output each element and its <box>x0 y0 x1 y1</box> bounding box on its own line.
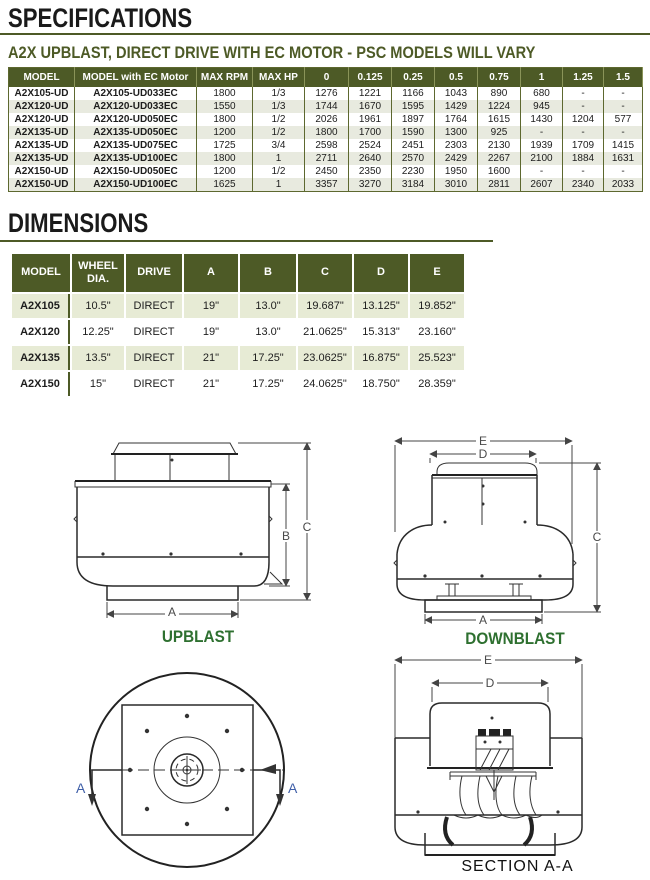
spec-cell: 1200 <box>197 126 253 139</box>
spec-cell: 2570 <box>392 152 435 165</box>
spec-cell: 1670 <box>349 100 392 113</box>
spec-cell: 1897 <box>392 113 435 126</box>
spec-cell: - <box>604 87 643 100</box>
dim-cell: 17.25" <box>240 346 296 370</box>
spec-cell: - <box>563 87 604 100</box>
dim-cell: 13.125" <box>354 294 408 318</box>
dim-header-cell: MODEL <box>12 254 70 292</box>
table-row <box>12 294 464 318</box>
spec-cell: 577 <box>604 113 643 126</box>
spec-cell: 2598 <box>305 139 349 152</box>
title-divider <box>0 33 650 35</box>
spec-cell: 2711 <box>305 152 349 165</box>
spec-cell: 1700 <box>349 126 392 139</box>
spec-cell: 2340 <box>563 178 604 192</box>
section-aa-drawing <box>390 652 645 858</box>
spec-cell: 2303 <box>435 139 478 152</box>
spec-cell: A2X135-UD <box>9 139 75 152</box>
spec-cell: - <box>604 165 643 178</box>
dimensions-title: DIMENSIONS <box>8 208 149 238</box>
spec-cell: - <box>563 100 604 113</box>
spec-cell: 2607 <box>521 178 563 192</box>
table-row <box>12 372 464 396</box>
spec-header-cell: 0.5 <box>435 68 478 88</box>
spec-cell: 1961 <box>349 113 392 126</box>
spec-cell: 1800 <box>197 152 253 165</box>
spec-cell: 1615 <box>478 113 521 126</box>
upblast-caption: UPBLAST <box>161 627 235 646</box>
spec-cell: 1764 <box>435 113 478 126</box>
section-dim-e: E <box>483 653 493 667</box>
spec-cell: 925 <box>478 126 521 139</box>
spec-cell: 1800 <box>197 113 253 126</box>
spec-header-cell: 0.25 <box>392 68 435 88</box>
spec-cell: 1939 <box>521 139 563 152</box>
spec-cell: 1200 <box>197 165 253 178</box>
dim-header-cell: C <box>298 254 352 292</box>
spec-cell: 3357 <box>305 178 349 192</box>
spec-header-cell: 1.5 <box>604 68 643 88</box>
dim-cell: 19" <box>184 294 238 318</box>
spec-cell: 2451 <box>392 139 435 152</box>
spec-cell: A2X135-UD075EC <box>75 139 197 152</box>
spec-cell: - <box>521 126 563 139</box>
spec-cell: 680 <box>521 87 563 100</box>
downblast-dim-a: A <box>478 613 488 627</box>
dim-cell: 17.25" <box>252 378 284 390</box>
spec-cell: 1043 <box>435 87 478 100</box>
spec-cell: 3/4 <box>253 139 305 152</box>
dim-cell: 15" <box>89 378 107 390</box>
table-row <box>12 320 464 344</box>
spec-cell: 1430 <box>521 113 563 126</box>
dim-header-cell: WHEEL DIA. <box>72 254 124 292</box>
dim-cell: 19.852" <box>410 294 464 318</box>
spec-subtitle: A2X UPBLAST, DIRECT DRIVE WITH EC MOTOR - PSC MODELS WILL VARY <box>8 43 536 62</box>
upblast-dim-a: A <box>167 605 177 619</box>
spec-cell: A2X105-UD033EC <box>75 87 197 100</box>
spec-cell: 1600 <box>478 165 521 178</box>
specifications-table <box>8 67 643 192</box>
downblast-dim-c: C <box>592 530 602 544</box>
spec-cell: A2X120-UD050EC <box>75 113 197 126</box>
spec-cell: A2X135-UD <box>9 152 75 165</box>
spec-cell: 1 <box>253 152 305 165</box>
downblast-drawing <box>385 432 645 628</box>
spec-cell: 1/3 <box>253 100 305 113</box>
spec-cell: 1166 <box>392 87 435 100</box>
spec-cell: - <box>563 126 604 139</box>
spec-cell: A2X150-UD050EC <box>75 165 197 178</box>
table-row <box>9 152 643 165</box>
dim-cell: 23.0625" <box>298 346 352 370</box>
dim-cell: 13.0" <box>255 326 281 338</box>
section-dim-d: D <box>485 676 495 690</box>
spec-header-cell: 1.25 <box>563 68 604 88</box>
spec-cell: A2X135-UD100EC <box>75 152 197 165</box>
plan-section-label-right: A <box>288 780 298 796</box>
dim-cell: 13.5" <box>72 346 124 370</box>
dim-header-cell: A <box>184 254 238 292</box>
spec-cell: 1415 <box>604 139 643 152</box>
spec-cell: 1276 <box>305 87 349 100</box>
dim-cell: 10.5" <box>72 294 124 318</box>
spec-cell: 2524 <box>349 139 392 152</box>
spec-header-cell: 0.75 <box>478 68 521 88</box>
spec-cell: 1884 <box>563 152 604 165</box>
dim-header-cell: D <box>354 254 408 292</box>
table-row <box>9 178 643 192</box>
spec-cell: 1224 <box>478 100 521 113</box>
spec-cell: 1204 <box>563 113 604 126</box>
spec-cell: 2033 <box>604 178 643 192</box>
table-row <box>9 100 643 113</box>
plan-view-drawing <box>72 658 322 878</box>
dim-cell: DIRECT <box>126 294 182 318</box>
spec-cell: A2X135-UD050EC <box>75 126 197 139</box>
spec-cell: 2026 <box>305 113 349 126</box>
dim-cell: 19" <box>202 326 220 338</box>
spec-cell: 3270 <box>349 178 392 192</box>
spec-cell: A2X120-UD <box>9 100 75 113</box>
spec-cell: 1221 <box>349 87 392 100</box>
spec-cell: 2811 <box>478 178 521 192</box>
spec-cell: 1709 <box>563 139 604 152</box>
dim-cell: A2X120 <box>12 320 70 344</box>
spec-cell: - <box>563 165 604 178</box>
spec-cell: 2100 <box>521 152 563 165</box>
page-title: SPECIFICATIONS <box>8 3 193 33</box>
spec-header-cell: MAX RPM <box>197 68 253 88</box>
dim-cell: 21" <box>202 378 220 390</box>
spec-header-cell: 0 <box>305 68 349 88</box>
spec-header-cell: 0.125 <box>349 68 392 88</box>
table-row <box>9 139 643 152</box>
spec-cell: 1/2 <box>253 126 305 139</box>
section-aa-caption: SECTION A-A <box>461 858 574 875</box>
dim-cell: 25.523" <box>410 346 464 370</box>
dim-cell: 19.687" <box>298 294 352 318</box>
dim-header-cell: B <box>240 254 296 292</box>
spec-cell: 1/3 <box>253 87 305 100</box>
upblast-dim-b: B <box>281 529 291 543</box>
spec-cell: - <box>521 165 563 178</box>
spec-cell: 1725 <box>197 139 253 152</box>
dim-cell: 16.875" <box>354 346 408 370</box>
dim-cell: 21.0625" <box>303 326 347 338</box>
spec-cell: 1 <box>253 178 305 192</box>
spec-header-cell: MODEL <box>9 68 75 88</box>
dim-cell: 28.359" <box>418 378 456 390</box>
spec-header-cell: MODEL with EC Motor <box>75 68 197 88</box>
table-row <box>9 165 643 178</box>
spec-cell: 945 <box>521 100 563 113</box>
dim-header-cell: E <box>410 254 464 292</box>
spec-cell: 2350 <box>349 165 392 178</box>
dim-header-cell: DRIVE <box>126 254 182 292</box>
spec-cell: 1950 <box>435 165 478 178</box>
dim-cell: 21" <box>184 346 238 370</box>
dim-cell: 18.750" <box>362 378 400 390</box>
spec-header-cell: MAX HP <box>253 68 305 88</box>
spec-cell: 1800 <box>305 126 349 139</box>
spec-cell: 1/2 <box>253 165 305 178</box>
dim-cell: 13.0" <box>240 294 296 318</box>
spec-cell: 1550 <box>197 100 253 113</box>
spec-cell: - <box>604 100 643 113</box>
spec-cell: 1625 <box>197 178 253 192</box>
dim-cell: 23.160" <box>418 326 456 338</box>
spec-cell: 1595 <box>392 100 435 113</box>
upblast-drawing <box>58 434 338 626</box>
dim-cell: A2X105 <box>12 294 70 318</box>
spec-cell: A2X105-UD <box>9 87 75 100</box>
spec-cell: 1429 <box>435 100 478 113</box>
spec-cell: 1631 <box>604 152 643 165</box>
spec-cell: A2X150-UD <box>9 165 75 178</box>
spec-cell: 1744 <box>305 100 349 113</box>
dim-cell: A2X135 <box>12 346 70 370</box>
table-row <box>9 87 643 100</box>
spec-cell: - <box>604 126 643 139</box>
table-row <box>9 126 643 139</box>
spec-cell: 3184 <box>392 178 435 192</box>
dim-cell: DIRECT <box>133 326 175 338</box>
spec-cell: 2130 <box>478 139 521 152</box>
downblast-caption: DOWNBLAST <box>465 629 565 648</box>
spec-cell: 890 <box>478 87 521 100</box>
spec-cell: 3010 <box>435 178 478 192</box>
spec-cell: A2X150-UD <box>9 178 75 192</box>
dimensions-divider <box>0 240 493 242</box>
spec-cell: 1/2 <box>253 113 305 126</box>
spec-cell: A2X120-UD033EC <box>75 100 197 113</box>
spec-cell: 2640 <box>349 152 392 165</box>
spec-cell: 2267 <box>478 152 521 165</box>
spec-cell: A2X120-UD <box>9 113 75 126</box>
dim-cell: 24.0625" <box>303 378 347 390</box>
dim-cell: DIRECT <box>126 346 182 370</box>
spec-cell: 2230 <box>392 165 435 178</box>
spec-cell: 2450 <box>305 165 349 178</box>
dim-cell: DIRECT <box>133 378 175 390</box>
plan-section-label-left: A <box>76 780 86 796</box>
spec-cell: 1590 <box>392 126 435 139</box>
spec-header-cell: 1 <box>521 68 563 88</box>
spec-cell: A2X150-UD100EC <box>75 178 197 192</box>
spec-cell: A2X135-UD <box>9 126 75 139</box>
downblast-dim-e: E <box>478 434 488 448</box>
table-row <box>12 346 464 370</box>
upblast-dim-c: C <box>302 520 312 534</box>
spec-cell: 1300 <box>435 126 478 139</box>
dim-cell: A2X150 <box>12 372 70 396</box>
dimensions-table <box>10 252 466 398</box>
dim-cell: 15.313" <box>362 326 400 338</box>
downblast-dim-d: D <box>478 447 488 461</box>
table-row <box>9 113 643 126</box>
spec-cell: 2429 <box>435 152 478 165</box>
spec-cell: 1800 <box>197 87 253 100</box>
dim-cell: 12.25" <box>82 326 114 338</box>
